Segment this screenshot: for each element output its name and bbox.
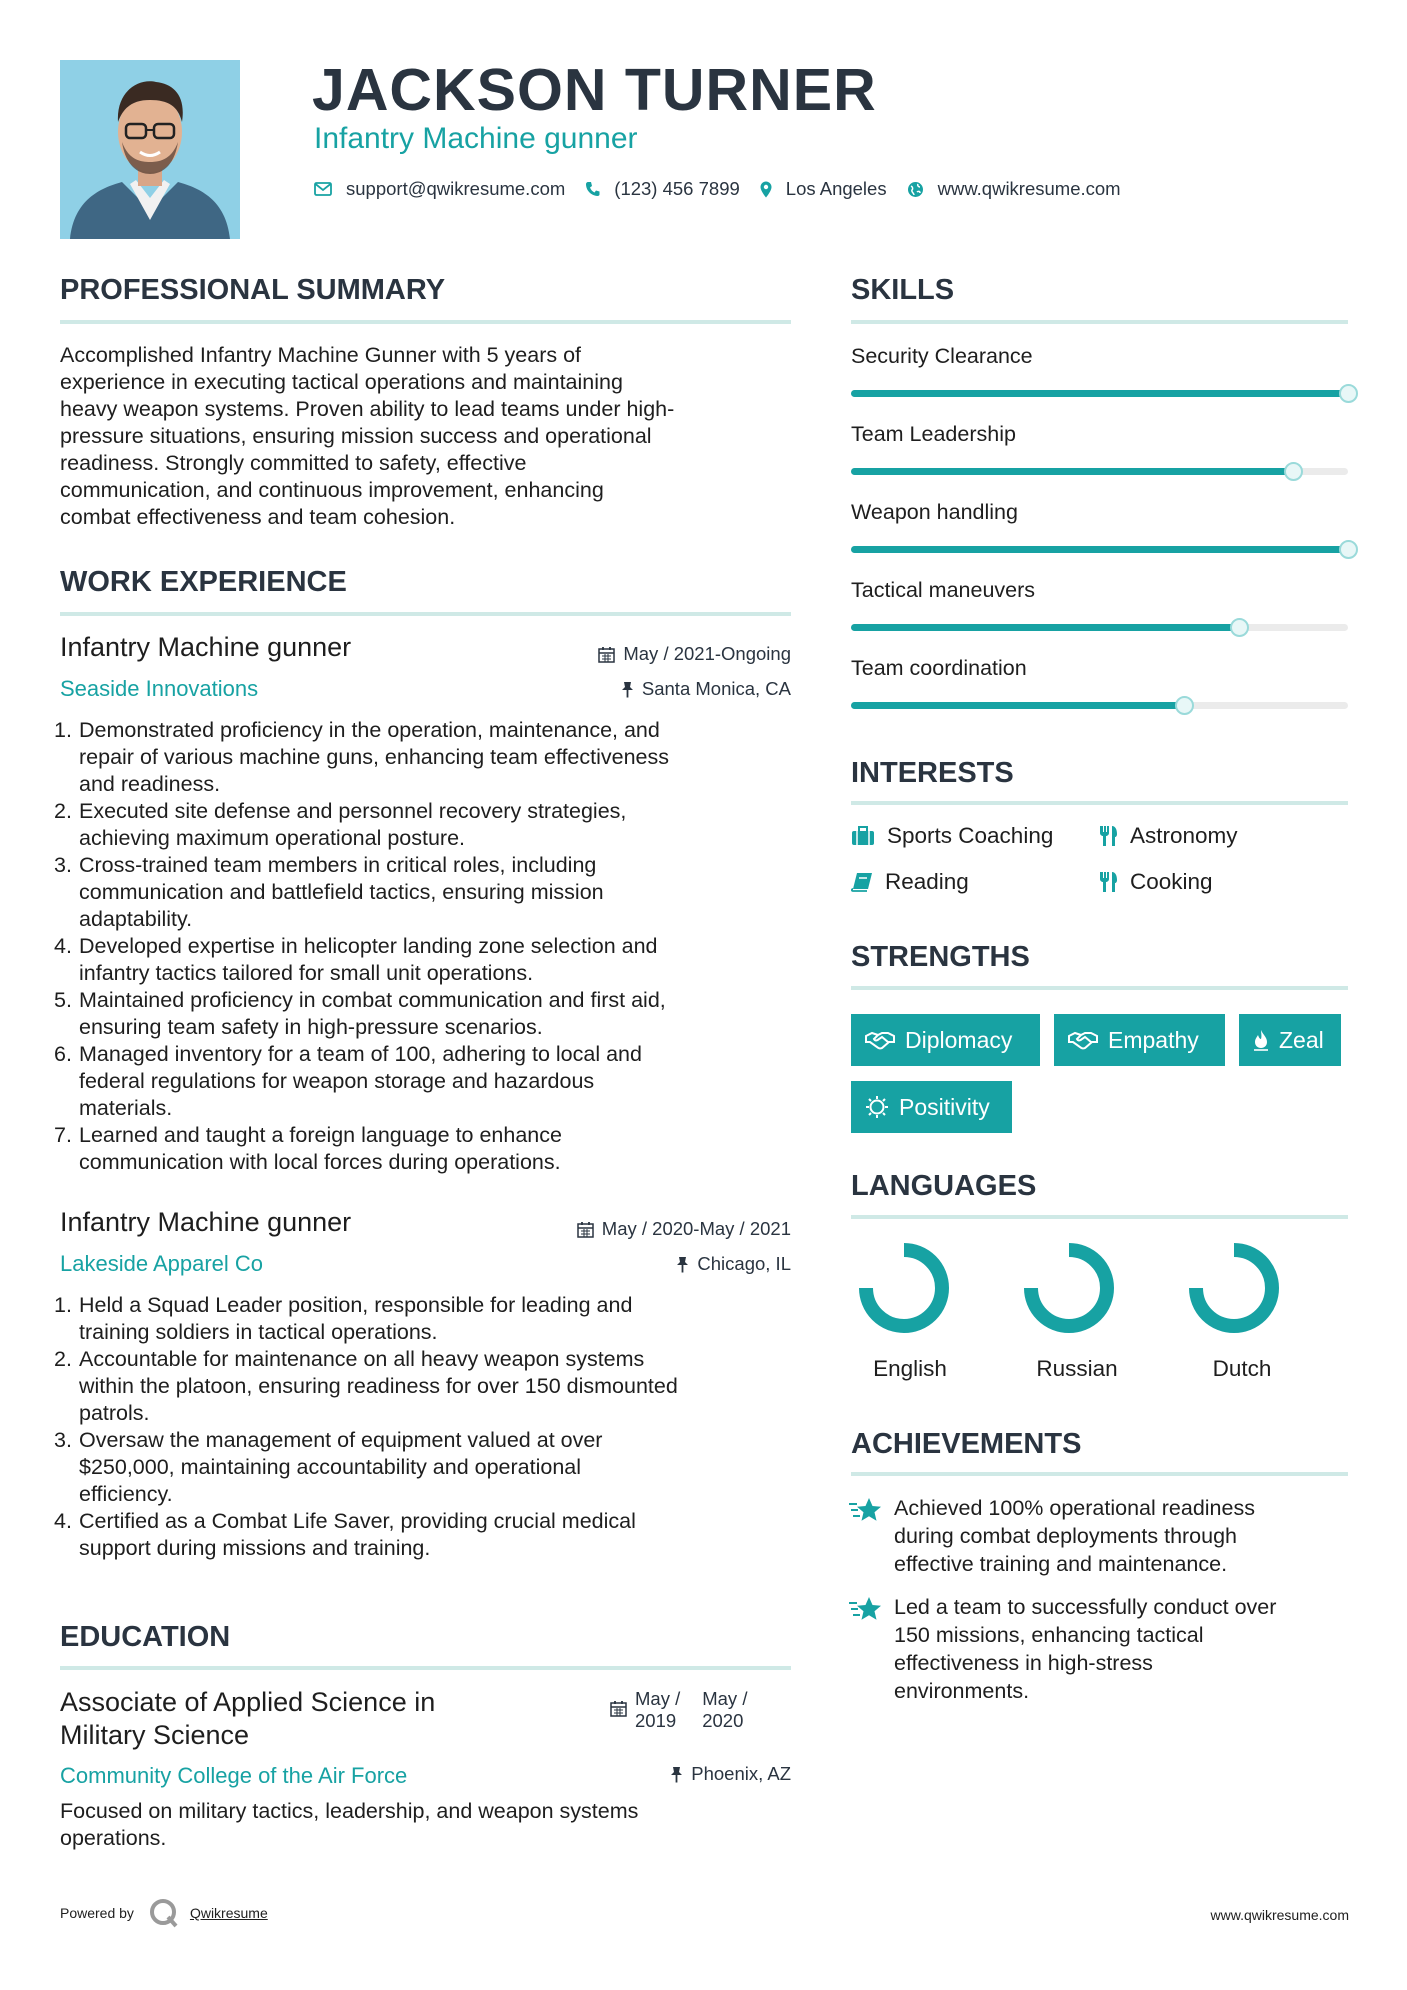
pushpin-icon [621,681,634,698]
location-text: Los Angeles [785,178,887,199]
calendar-icon [577,1221,594,1238]
skill-bar-fill [851,546,1348,553]
interest-label: Cooking [1130,869,1213,894]
powered-by [60,1897,268,1929]
section-title-languages: LANGUAGES [851,1170,1037,1202]
degree-title [60,1686,435,1752]
skill-bar [851,546,1348,553]
language-name: Russian [1036,1356,1118,1381]
section-divider [851,801,1348,805]
utensils-icon [1098,871,1118,893]
school-name: Community College of the Air Force [60,1763,408,1788]
bullet-item: 3. Cross-trained team members in critical roles, including communication and battlefield tactics, ensuring mission adaptability. [54,853,604,931]
job-location [480,678,791,700]
star-icon [848,1496,884,1524]
bullet-item: 3. Oversaw the management of equipment valued at over $250,000, maintaining accountability and operational efficiency. [54,1428,603,1506]
education-location [480,1763,791,1785]
achievement-item: Led a team to successfully conduct over 150 missions, enhancing tactical effectiveness in high-stress environments. [848,1593,1276,1705]
interest-label: Reading [885,869,969,894]
sun-icon [865,1095,889,1119]
job-location-text: Chicago, IL [697,1253,791,1274]
job-dates [480,643,791,665]
skill-bar [851,468,1348,475]
bullet-item: 6. Managed inventory for a team of 100, adhering to local and federal regulations for weapon storage and hazardous materials. [54,1042,642,1120]
book-icon [851,872,873,892]
job-dates [480,1218,791,1240]
interest-label: Sports Coaching [887,823,1054,848]
bullet-item: 1. Held a Squad Leader position, responsible for leading and training soldiers in tactical operations. [54,1293,633,1344]
summary-line: pressure situations, ensuring mission success and operational [60,424,652,448]
section-title-achievements: ACHIEVEMENTS [851,1428,1082,1460]
strength-label: Zeal [1279,1026,1324,1053]
achievement-item: Achieved 100% operational readiness during combat deployments through effective training and maintenance. [848,1494,1255,1578]
company-name: Lakeside Apparel Co [60,1251,264,1276]
summary-line: experience in executing tactical operations and maintaining [60,370,623,394]
section-title-interests: INTERESTS [851,757,1014,789]
calendar-icon [598,646,615,663]
job-title: Infantry Machine gunner [60,1207,352,1237]
job-dates-text: May / 2021-Ongoing [623,643,791,664]
skill-bar-knob [1230,618,1249,637]
section-title-education: EDUCATION [60,1621,231,1653]
education-dates: May / 2019 May / 2020 [610,1688,747,1732]
strength-tag [851,1081,1012,1133]
contact-email[interactable] [314,178,565,200]
strength-tag [851,1014,1040,1066]
education-description: Focused on military tactics, leadership, and weapon systems operations. [60,1799,639,1850]
footer-url[interactable]: www.qwikresume.com [1210,1907,1349,1923]
summary-line: Accomplished Infantry Machine Gunner with 5 years of [60,343,582,367]
profile-photo [60,60,240,239]
skill-bar-knob [1339,540,1358,559]
skill-label: Team Leadership [851,422,1016,446]
qwikresume-logo-icon [148,1897,180,1929]
strength-tag [1054,1014,1225,1066]
section-divider [60,320,791,324]
skill-bar-knob [1175,696,1194,715]
language-level-ring [1188,1242,1280,1334]
bullet-item: 2. Accountable for maintenance on all heavy weapon systems within the platoon, ensuring readiness for over 150 dismounted patrols. [54,1347,678,1425]
job-bullets [54,717,800,1176]
language-level-ring [1023,1242,1115,1334]
summary-line: combat effectiveness and team cohesion. [60,505,456,529]
interest-item [1098,823,1238,849]
language-name: Dutch [1212,1356,1272,1381]
start-date: May / [635,1688,681,1709]
section-title-summary: PROFESSIONAL SUMMARY [60,274,446,306]
section-title-work: WORK EXPERIENCE [60,566,347,598]
section-divider [851,320,1348,324]
job-location [480,1253,791,1275]
language-ring-arc [866,1250,942,1326]
website-text: www.qwikresume.com [937,178,1121,199]
interest-item [851,823,1053,849]
job-title: Infantry Machine gunner [60,632,352,662]
phone-text: (123) 456 7899 [614,178,740,199]
skill-bar-fill [851,624,1239,631]
language-ring-arc [1031,1250,1107,1326]
skill-bar-knob [1339,384,1358,403]
skill-label: Tactical maneuvers [851,578,1036,602]
bullet-item: 4. Developed expertise in helicopter landing zone selection and infantry tactics tailored for small unit operations. [54,934,658,985]
star-icon [848,1595,884,1623]
handshake-icon [1068,1030,1098,1050]
section-title-skills: SKILLS [851,274,955,306]
utensils-icon [1098,825,1118,847]
section-title-strengths: STRENGTHS [851,941,1030,973]
skill-label: Weapon handling [851,500,1018,524]
section-divider [60,612,791,616]
end-date: May / [702,1688,748,1709]
contact-phone[interactable] [585,178,740,200]
degree-line: Military Science [60,1720,250,1750]
envelope-icon [314,182,332,196]
contact-website[interactable] [907,178,1121,200]
bullet-item: 5. Maintained proficiency in combat communication and first aid, ensuring team safety in high-pressure scenarios. [54,988,666,1039]
strength-label: Empathy [1108,1026,1199,1053]
email-text: support@qwikresume.com [346,178,566,199]
strength-label: Diplomacy [905,1026,1013,1053]
education-location-text: Phoenix, AZ [691,1763,791,1784]
pushpin-icon [670,1766,683,1783]
company-name: Seaside Innovations [60,676,259,701]
section-divider [851,986,1348,990]
candidate-title: Infantry Machine gunner [314,122,638,155]
skill-bar [851,390,1348,397]
globe-icon [907,181,924,198]
summary-line: communication, and continuous improvement, enhancing [60,478,604,502]
briefcase-icon [851,826,875,846]
map-pin-icon [760,181,772,198]
skill-bar-fill [851,702,1184,709]
summary-line: heavy weapon systems. Proven ability to lead teams under high- [60,397,675,421]
strength-tag [1239,1014,1341,1066]
language-level-ring [858,1242,950,1334]
section-divider [851,1215,1348,1219]
skill-bar [851,624,1348,631]
pushpin-icon [676,1256,689,1273]
language-ring-arc [1196,1250,1272,1326]
bullet-item: 4. Certified as a Combat Life Saver, providing crucial medical support during missions and training. [54,1509,636,1560]
degree-line: Associate of Applied Science in [60,1687,436,1717]
phone-icon [585,181,600,197]
skill-label: Team coordination [851,656,1027,680]
candidate-name: JACKSON TURNER [312,57,877,123]
bullet-item: 7. Learned and taught a foreign language to enhance communication with local forces during operations. [54,1123,562,1174]
language-name: English [873,1356,947,1381]
interest-label: Astronomy [1130,823,1238,848]
powered-by-label: Powered by [60,1905,134,1921]
skill-bar [851,702,1348,709]
job-location-text: Santa Monica, CA [641,678,791,699]
interest-item [851,869,969,895]
section-divider [60,1666,791,1670]
job-dates-text: May / 2020-May / 2021 [601,1218,791,1239]
fire-icon [1253,1029,1269,1051]
section-divider [851,1472,1348,1476]
contact-location [760,178,887,200]
brand-link[interactable]: Qwikresume [189,1905,268,1921]
skill-bar-knob [1284,462,1303,481]
contact-bar [314,178,1141,200]
calendar-icon [610,1700,627,1717]
skill-bar-fill [851,390,1348,397]
skill-label: Security Clearance [851,344,1033,368]
bullet-item: 2. Executed site defense and personnel recovery strategies, achieving maximum operational posture. [54,799,627,850]
summary-line: readiness. Strongly committed to safety, effective [60,451,527,475]
strength-label: Positivity [899,1093,990,1120]
bullet-item: 1. Demonstrated proficiency in the operation, maintenance, and repair of various machine guns, enhancing team effectiveness and readiness. [54,718,670,796]
job-bullets [54,1292,800,1562]
summary-text [60,342,800,531]
interest-item [1098,869,1213,895]
skill-bar-fill [851,468,1293,475]
handshake-icon [865,1030,895,1050]
